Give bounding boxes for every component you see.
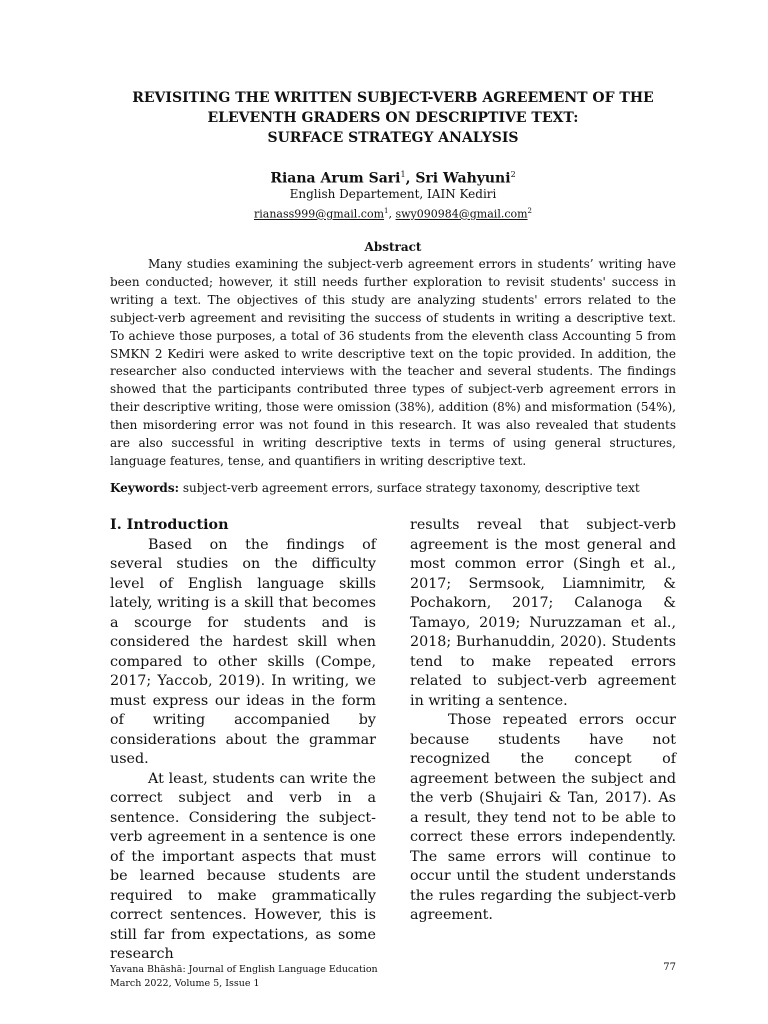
email-separator: , xyxy=(388,207,396,221)
email-mark-2: 2 xyxy=(527,207,533,215)
footer-issue-info: March 2022, Volume 5, Issue 1 xyxy=(110,978,260,989)
keywords-label: Keywords: xyxy=(110,481,180,495)
author-list xyxy=(110,166,676,188)
page-number: 77 xyxy=(663,962,676,973)
intro-paragraph-1: Based on the findings of several studies on the difficulty level of English language skills lately, writing is a skill that becomes a scourge for students and is considered the hardest skill when compared to other skills (Compe, 2017; Yaccob, 2019). In writing, we must express our ideas in the form of writing accompanied by considerations about the grammar used. xyxy=(110,536,376,767)
intro-paragraph-2: At least, students can write the correct subject and verb in a sentence. Considering the subject-verb agreement in a sentence is one of the important aspects that must be learned because students are required to make grammatically correct sentences. However, this is still far from expectations, as some research xyxy=(110,770,376,962)
author-name-2: Sri Wahyuni xyxy=(415,170,511,187)
page-footer xyxy=(110,963,378,991)
paper-title xyxy=(110,88,676,148)
title-line-1: REVISITING THE WRITTEN SUBJECT-VERB AGREEMENT OF THE xyxy=(132,90,654,106)
section-heading-introduction: I. Introduction xyxy=(110,517,229,533)
keywords-text: subject-verb agreement errors, surface strategy taxonomy, descriptive text xyxy=(179,481,640,495)
affiliation: English Departement, IAIN Kediri xyxy=(289,187,497,201)
left-column xyxy=(110,516,376,965)
title-line-2: ELEVENTH GRADERS ON DESCRIPTIVE TEXT: xyxy=(207,110,579,126)
abstract-heading: Abstract xyxy=(364,240,422,254)
title-line-3: SURFACE STRATEGY ANALYSIS xyxy=(267,130,519,146)
right-column xyxy=(410,516,676,926)
intro-paragraph-4: Those repeated errors occur because students have not recognized the concept of agreement between the subject and the verb (Shujairi & Tan, 2017). As a result, they tend not to be able to correct these errors independently. The same errors will continue to occur until the student understands the rules regarding the subject-verb agreement. xyxy=(410,712,676,923)
email-link-2[interactable]: swy090984@gmail.com xyxy=(395,207,528,221)
author-mark-2: 2 xyxy=(510,170,516,179)
abstract-body: Many studies examining the subject-verb agreement errors in students’ writing have been conducted; however, it still needs further exploration to revisit students' success in writing a text. The objectives of this study are analyzing students' errors related to the subject-verb agreement and revisiting the success of students in writing a descriptive text. To achieve those purposes, a total of 36 students from the eleventh class Accounting 5 from SMKN 2 Kediri were asked to write descriptive text on the topic provided. In addition, the researcher also conducted interviews with the teacher and several students. The findings showed that the participants contributed three types of subject-verb agreement errors in their descriptive writing, those were omission (38%), addition (8%) and misformation (54%), then misordering error was not found in this research. It was also revealed that students are also successful in writing descriptive texts in terms of using general structures, language features, tense, and quantifiers in writing descriptive text. xyxy=(110,257,676,468)
email-mark-1: 1 xyxy=(384,207,389,215)
author-mark-1: 1 xyxy=(400,170,406,179)
author-name-1: Riana Arum Sari xyxy=(270,170,401,187)
author-emails xyxy=(110,203,676,223)
keywords-line xyxy=(110,480,676,497)
email-link-1[interactable]: rianass999@gmail.com xyxy=(253,207,385,221)
intro-paragraph-3: results reveal that subject-verb agreement is the most general and most common error (Singh et al., 2017; Sermsook, Liamnimitr, & Pochakorn, 2017; Calanoga & Tamayo, 2019; Nuruzzaman et al., 2018; Burhanuddin, 2020). Students tend to make repeated errors related to subject-verb agreement in writing a sentence. xyxy=(410,517,676,709)
author-separator: , xyxy=(405,170,416,187)
footer-journal-name: Yavana Bhāshā: Journal of English Language Education xyxy=(110,964,378,975)
